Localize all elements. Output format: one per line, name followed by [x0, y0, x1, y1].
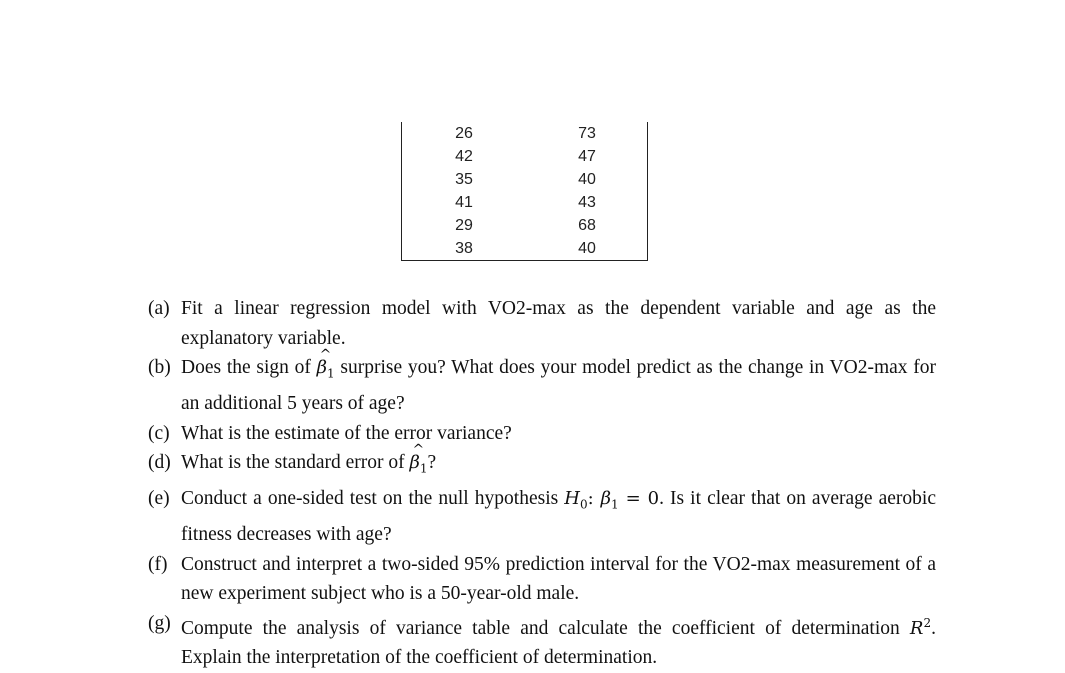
question-text: ? [427, 452, 437, 474]
question-text: Does the sign of [181, 357, 317, 378]
beta-symbol [600, 488, 619, 512]
question-label: (e) [148, 488, 170, 510]
colon-symbol: : [587, 488, 601, 510]
question-text: Compute the analysis of variance table and calculate the coefficient of determination [181, 617, 910, 639]
beta-letter: β [600, 488, 612, 510]
equals-zero: = 0 [618, 488, 660, 510]
table-row [402, 168, 647, 191]
question-label: (f) [148, 553, 168, 575]
table-cell-age: 41 [455, 194, 473, 211]
question-e [148, 484, 936, 550]
question-label: (a) [148, 298, 170, 319]
beta-subscript: 1 [327, 366, 335, 381]
question-text: . Is it clear that on average aerobic fitness decreases with age? [181, 488, 937, 546]
h-letter: H [564, 488, 580, 510]
table-cell-vo2max: 40 [578, 171, 596, 188]
r-squared-symbol [909, 615, 932, 639]
beta-subscript: 1 [611, 497, 619, 512]
table-cell-vo2max: 47 [578, 148, 596, 165]
beta-subscript: 1 [419, 461, 428, 476]
table-row [402, 145, 647, 168]
table-row [402, 214, 647, 237]
beta-hat-symbol [317, 353, 335, 389]
question-c [148, 419, 936, 449]
question-b [148, 353, 936, 419]
data-table [401, 122, 648, 261]
question-label: (c) [148, 422, 170, 444]
table-cell-age: 42 [455, 148, 473, 165]
table-cell-vo2max: 73 [578, 125, 596, 142]
table-cell-age: 26 [455, 125, 473, 142]
question-text: Conduct a one-sided test on the null hypothesis [181, 488, 565, 510]
question-text: . Explain the interpretation of the coefficient of determination. [181, 617, 936, 669]
table-cell-age: 38 [455, 240, 473, 257]
r-superscript: 2 [923, 615, 932, 630]
beta-letter: β [316, 357, 328, 378]
table-cell-vo2max: 40 [578, 240, 596, 257]
table-row [402, 237, 647, 260]
table-row [402, 122, 647, 145]
question-a [148, 294, 936, 353]
question-f [148, 550, 936, 609]
question-text: What is the estimate of the error variance? [181, 422, 512, 444]
question-text: What is the standard error of [181, 452, 410, 474]
table-row [402, 191, 647, 214]
question-d [148, 448, 936, 484]
question-text: surprise you? What does your model predict as the change in VO2-max for an additional 5 years of age? [181, 357, 937, 415]
question-label: (d) [148, 452, 171, 474]
question-text: Fit a linear regression model with VO2-max as the dependent variable and age as the explanatory variable. [181, 298, 936, 349]
question-label: (b) [148, 357, 171, 378]
question-list [148, 294, 936, 673]
table-cell-age: 29 [455, 217, 473, 234]
question-label: (g) [148, 612, 171, 634]
question-g [148, 609, 936, 673]
h-subscript: 0 [580, 497, 588, 512]
beta-hat-symbol [410, 448, 428, 484]
beta-letter: β [409, 452, 420, 474]
table-cell-age: 35 [455, 171, 473, 188]
r-letter: R [909, 617, 924, 639]
hypothesis-h-symbol [564, 488, 588, 512]
table-cell-vo2max: 43 [578, 194, 596, 211]
table-cell-vo2max: 68 [578, 217, 596, 234]
question-text: Construct and interpret a two-sided 95% prediction interval for the VO2-max measurement of a new experiment subject who is a 50-year-old male. [181, 553, 936, 605]
